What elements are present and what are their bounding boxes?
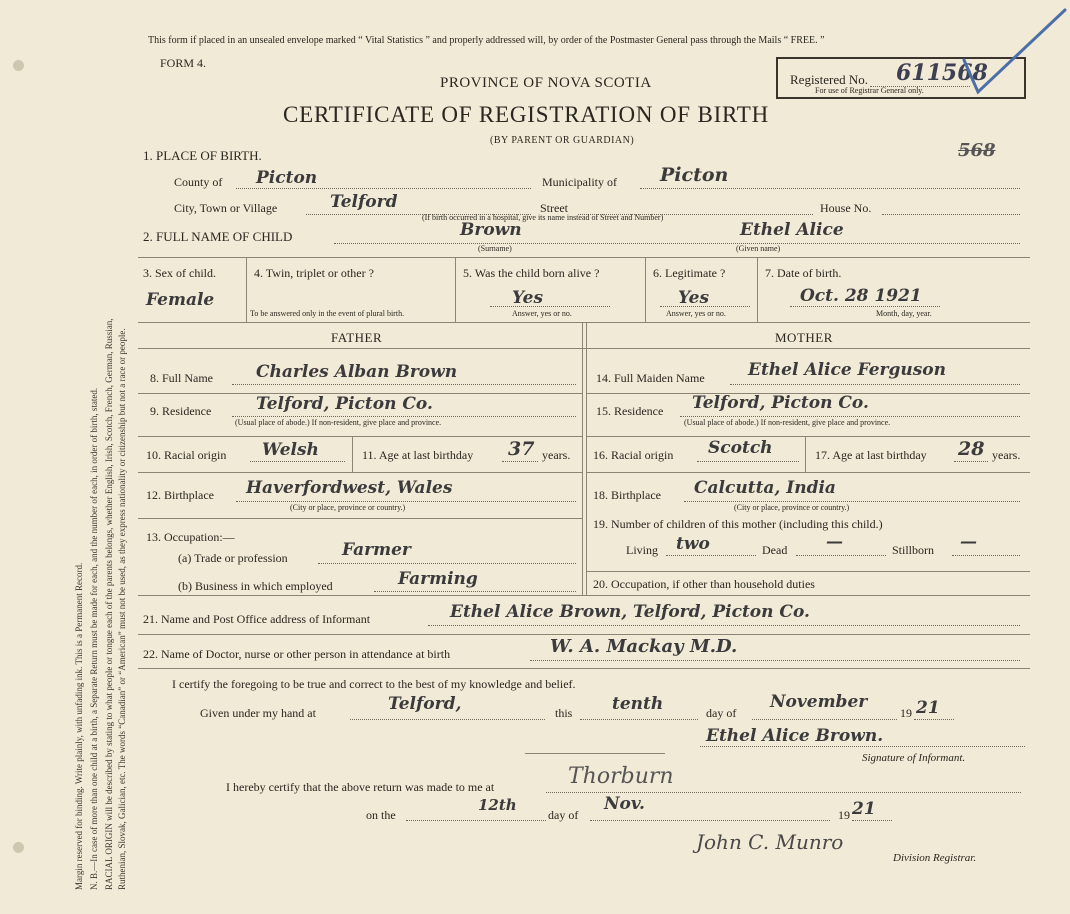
city-value: Telford	[330, 192, 398, 212]
informant-signature: Ethel Alice Brown.	[706, 726, 884, 746]
page-title: CERTIFICATE OF REGISTRATION OF BIRTH	[283, 102, 770, 127]
registrar-statement: I hereby certify that the above return was made to me at	[226, 780, 495, 794]
father-residence-value: Telford, Picton Co.	[256, 394, 433, 414]
dob-note: Month, day, year.	[876, 309, 932, 318]
dob-value: Oct. 28 1921	[800, 286, 922, 306]
registrar-year-value: 21	[852, 799, 876, 819]
registrar-signature: John C. Munro	[696, 830, 844, 854]
mother-living-label: Living	[626, 543, 658, 557]
registered-label: Registered No.	[790, 72, 868, 87]
registrar-year-prefix: 19	[838, 808, 850, 822]
registrar-use-note: For use of Registrar General only.	[815, 86, 924, 95]
father-business-label: (b) Business in which employed	[178, 579, 333, 593]
this-label: this	[555, 706, 573, 720]
mother-age-label: 17. Age at last birthday	[815, 448, 927, 462]
mother-residence-note: (Usual place of abode.) If non-resident, give place and province.	[684, 418, 891, 427]
margin-note-2: N. B.—In case of more than one child at a birth, a Separate Return must be made for each, and the number of each, in order of birth, stated.	[89, 387, 99, 890]
municipality-value: Picton	[660, 164, 729, 186]
mother-name-label: 14. Full Maiden Name	[596, 371, 705, 385]
mother-heading: MOTHER	[775, 330, 833, 345]
child-name-label: 2. FULL NAME OF CHILD	[143, 229, 293, 244]
certify-day-value: tenth	[612, 694, 664, 714]
mother-stillborn-value: —	[960, 532, 977, 552]
doctor-label: 22. Name of Doctor, nurse or other person in attendance at birth	[143, 647, 451, 661]
hospital-note: (If birth occurred in a hospital, give its name instead of Street and Number)	[422, 213, 664, 222]
place-of-birth-label: 1. PLACE OF BIRTH.	[143, 148, 262, 163]
legitimate-note: Answer, yes or no.	[666, 309, 726, 318]
father-residence-label: 9. Residence	[150, 404, 212, 418]
mail-notice: This form if placed in an unsealed envelope marked “ Vital Statistics ” and properly addressed will, by order of the Postmaster General pass through the Mails “ FREE. ”	[148, 35, 825, 46]
certify-month-value: November	[770, 692, 868, 712]
legitimate-label: 6. Legitimate ?	[653, 266, 726, 280]
mother-birthplace-note: (City or place, province or country.)	[734, 503, 850, 512]
check-mark-icon	[960, 2, 1070, 97]
mother-residence-value: Telford, Picton Co.	[692, 393, 869, 413]
registrar-signature-caption: Division Registrar.	[893, 852, 977, 864]
mother-age-value: 28	[958, 438, 985, 460]
certify-year-prefix: 19	[900, 706, 912, 720]
certify-day-label: day of	[706, 706, 737, 720]
given-under-label: Given under my hand at	[200, 706, 316, 720]
father-age-label: 11. Age at last birthday	[362, 448, 474, 462]
given-place-value: Telford,	[388, 694, 462, 714]
twin-note: To be answered only in the event of plural birth.	[250, 309, 405, 318]
surname-caption: (Surname)	[478, 244, 512, 253]
certify-year-value: 21	[916, 698, 940, 718]
street-label: Street	[540, 201, 568, 215]
municipality-label: Municipality of	[542, 175, 617, 189]
registrar-day-label: day of	[548, 808, 579, 822]
margin-note-1: Margin reserved for binding. Write plainly, with unfading ink. This is a Permanent Record.	[74, 562, 84, 890]
father-business-value: Farming	[398, 569, 478, 589]
form-number: FORM 4.	[160, 56, 207, 70]
mother-racial-label: 16. Racial origin	[593, 448, 674, 462]
informant-value: Ethel Alice Brown, Telford, Picton Co.	[450, 602, 810, 622]
mother-living-value: two	[676, 534, 710, 554]
registrar-month-value: Nov.	[604, 794, 645, 814]
father-name-label: 8. Full Name	[150, 371, 213, 385]
alive-note: Answer, yes or no.	[512, 309, 572, 318]
margin-note-4: Ruthenian, Slovak, Galician, etc. The words “Canadian” or “American” must not be used, as they express nationality or citizenship but not a race or people.	[117, 328, 127, 890]
registrar-on-label: on the	[366, 808, 396, 822]
mother-children-label: 19. Number of children of this mother (including this child.)	[593, 517, 883, 531]
legitimate-value: Yes	[678, 288, 710, 308]
father-birthplace-label: 12. Birthplace	[146, 488, 214, 502]
father-occupation-label: 13. Occupation:—	[146, 530, 235, 544]
mother-birthplace-value: Calcutta, India	[694, 478, 836, 498]
mother-years-label: years.	[992, 448, 1021, 462]
father-trade-value: Farmer	[342, 540, 411, 560]
alive-value: Yes	[512, 288, 544, 308]
mother-dead-label: Dead	[762, 543, 788, 557]
binding-hole-top	[13, 60, 24, 71]
mother-name-value: Ethel Alice Ferguson	[748, 360, 946, 380]
alive-label: 5. Was the child born alive ?	[463, 266, 600, 280]
registrar-day-value: 12th	[478, 796, 517, 814]
county-label: County of	[174, 175, 223, 189]
father-racial-label: 10. Racial origin	[146, 448, 227, 462]
dob-label: 7. Date of birth.	[765, 266, 842, 280]
father-age-value: 37	[508, 438, 535, 460]
mother-stillborn-label: Stillborn	[892, 543, 935, 557]
page-subtitle: (BY PARENT OR GUARDIAN)	[490, 135, 635, 146]
margin-annotation: 568	[958, 140, 996, 161]
city-label: City, Town or Village	[174, 201, 278, 215]
county-value: Picton	[256, 168, 318, 188]
father-birthplace-note: (City or place, province or country.)	[290, 503, 406, 512]
mother-racial-value: Scotch	[708, 438, 773, 458]
father-racial-value: Welsh	[262, 440, 319, 460]
given-name-caption: (Given name)	[736, 244, 781, 253]
informant-label: 21. Name and Post Office address of Informant	[143, 612, 371, 626]
mother-occupation-label: 20. Occupation, if other than household duties	[593, 577, 815, 591]
father-name-value: Charles Alban Brown	[256, 362, 458, 382]
mother-dead-value: —	[826, 532, 843, 552]
margin-note-3: RACIAL ORIGIN will be described by stating to what people or tongue each of the parents belongs, whether English, Irish, Scotch, French, German, Russian,	[104, 318, 114, 890]
twin-label: 4. Twin, triplet or other ?	[254, 266, 374, 280]
mother-residence-label: 15. Residence	[596, 404, 664, 418]
house-no-label: House No.	[820, 201, 872, 215]
father-birthplace-value: Haverfordwest, Wales	[246, 478, 453, 498]
sex-value: Female	[146, 290, 215, 310]
certify-statement: I certify the foregoing to be true and correct to the best of my knowledge and belief.	[172, 677, 576, 691]
province-heading: PROVINCE OF NOVA SCOTIA	[440, 75, 652, 91]
father-heading: FATHER	[331, 330, 383, 345]
binding-hole-bottom	[13, 842, 24, 853]
father-years-label: years.	[542, 448, 571, 462]
child-surname: Brown	[460, 220, 522, 240]
registrar-place-value: Thorburn	[568, 764, 674, 789]
registered-number: 611568	[896, 60, 988, 86]
father-residence-note: (Usual place of abode.) If non-resident, give place and province.	[235, 418, 442, 427]
doctor-value: W. A. Mackay M.D.	[550, 636, 738, 657]
informant-signature-caption: Signature of Informant.	[862, 752, 966, 764]
mother-birthplace-label: 18. Birthplace	[593, 488, 661, 502]
child-given-name: Ethel Alice	[740, 220, 844, 240]
father-trade-label: (a) Trade or profession	[178, 551, 288, 565]
sex-label: 3. Sex of child.	[143, 266, 216, 280]
